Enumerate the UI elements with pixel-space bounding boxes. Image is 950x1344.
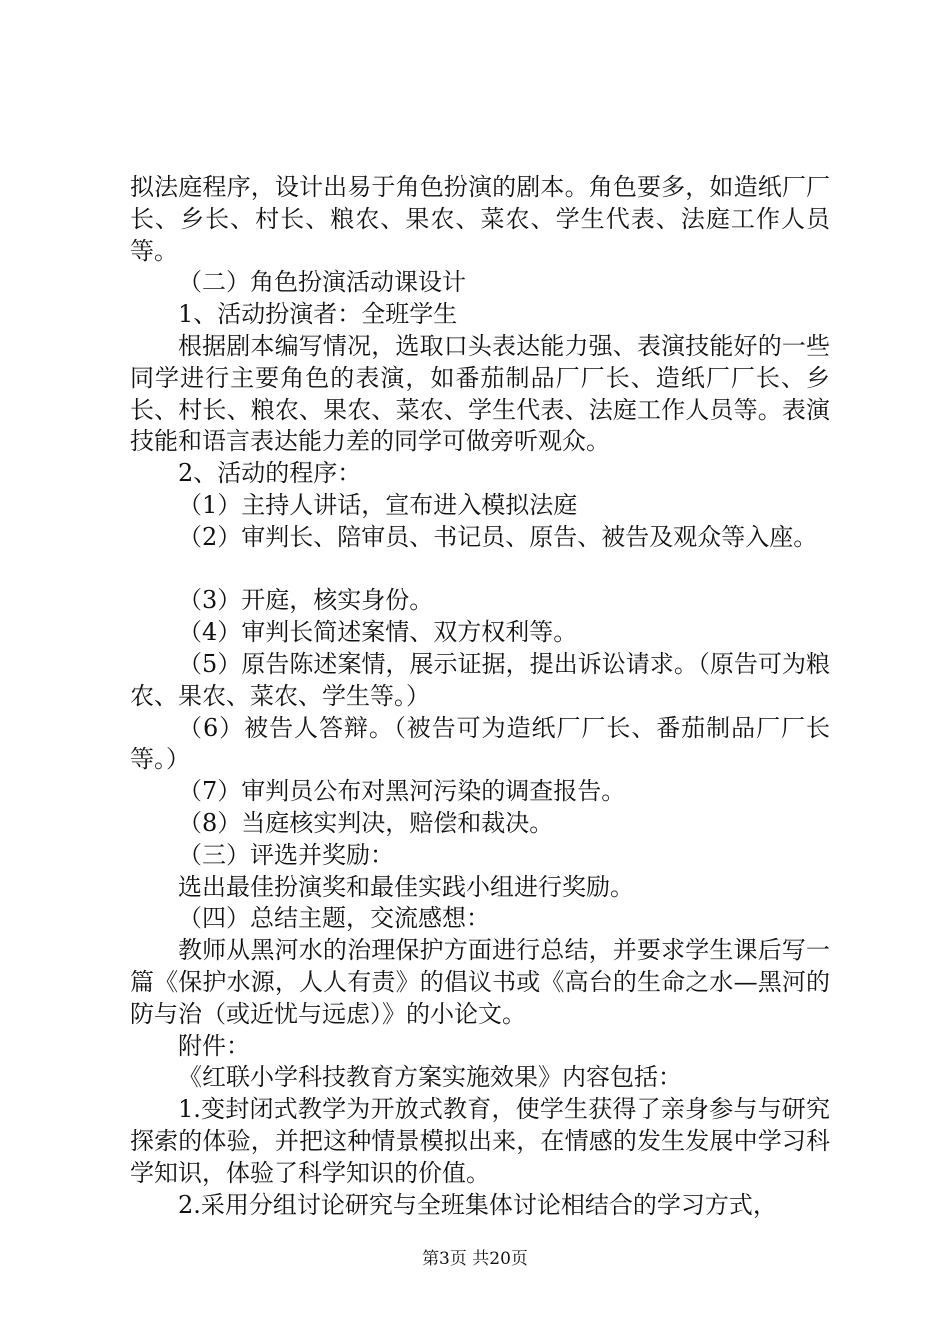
item-participants: 1、活动扮演者：全班学生 bbox=[178, 300, 458, 329]
paragraph-role-selection: 根据剧本编写情况，选取口头表达能力强、表演技能好的一些同学进行主要角色的表演，如番茄制品厂厂长、造纸厂厂长、乡长、村长、粮农、果农、菜农、学生代表、法庭工作人员等。表演技能和语言表达能力差的同学可做旁听观众。 bbox=[130, 331, 830, 456]
effect-item-2: 2.采用分组讨论研究与全班集体讨论相结合的学习方式， bbox=[178, 1190, 777, 1219]
procedure-step-4: （4）审判长简述案情、双方权利等。 bbox=[178, 618, 578, 647]
procedure-step-1: （1）主持人讲话，宣布进入模拟法庭 bbox=[178, 490, 578, 519]
paragraph-summary: 教师从黑河水的治理保护方面进行总结，并要求学生课后写一篇《保护水源，人人有责》的倡议书或《高台的生命之水—黑河的防与治（或近忧与远虑）》的小论文。 bbox=[130, 936, 830, 1028]
attachment-title: 《红联小学科技教育方案实施效果》内容包括： bbox=[178, 1063, 682, 1092]
section-heading-3: （三）评选并奖励： bbox=[178, 840, 394, 869]
paragraph-awards: 选出最佳扮演奖和最佳实践小组进行奖励。 bbox=[178, 872, 634, 901]
item-procedure: 2、活动的程序： bbox=[178, 459, 362, 488]
procedure-step-5: （5）原告陈述案情，展示证据，提出诉讼请求。（原告可为粮农、果农、菜农、学生等。） bbox=[130, 649, 830, 710]
procedure-step-2: （2）审判长、陪审员、书记员、原告、被告及观众等入座。 bbox=[178, 522, 818, 551]
document-body bbox=[130, 172, 830, 1221]
procedure-step-3: （3）开庭，核实身份。 bbox=[178, 586, 434, 615]
procedure-step-8: （8）当庭核实判决，赔偿和裁决。 bbox=[178, 808, 554, 837]
procedure-step-6: （6）被告人答辩。（被告可为造纸厂厂长、番茄制品厂厂长等。） bbox=[130, 713, 830, 774]
procedure-step-7: （7）审判员公布对黑河污染的调查报告。 bbox=[178, 777, 626, 806]
section-heading-2: （二）角色扮演活动课设计 bbox=[178, 268, 466, 297]
attachment-label: 附件： bbox=[178, 1031, 250, 1060]
paragraph-continuation: 拟法庭程序，设计出易于角色扮演的剧本。角色要多，如造纸厂厂长、乡长、村长、粮农、果农、菜农、学生代表、法庭工作人员等。 bbox=[130, 173, 830, 265]
section-heading-4: （四）总结主题，交流感想： bbox=[178, 904, 490, 933]
page-number-footer: 第3页 共20页 bbox=[422, 1249, 528, 1269]
effect-item-1: 1.变封闭式教学为开放式教育，使学生获得了亲身参与与研究探索的体验，并把这种情景模拟出来，在情感的发生发展中学习科学知识，体验了科学知识的价值。 bbox=[130, 1095, 830, 1187]
